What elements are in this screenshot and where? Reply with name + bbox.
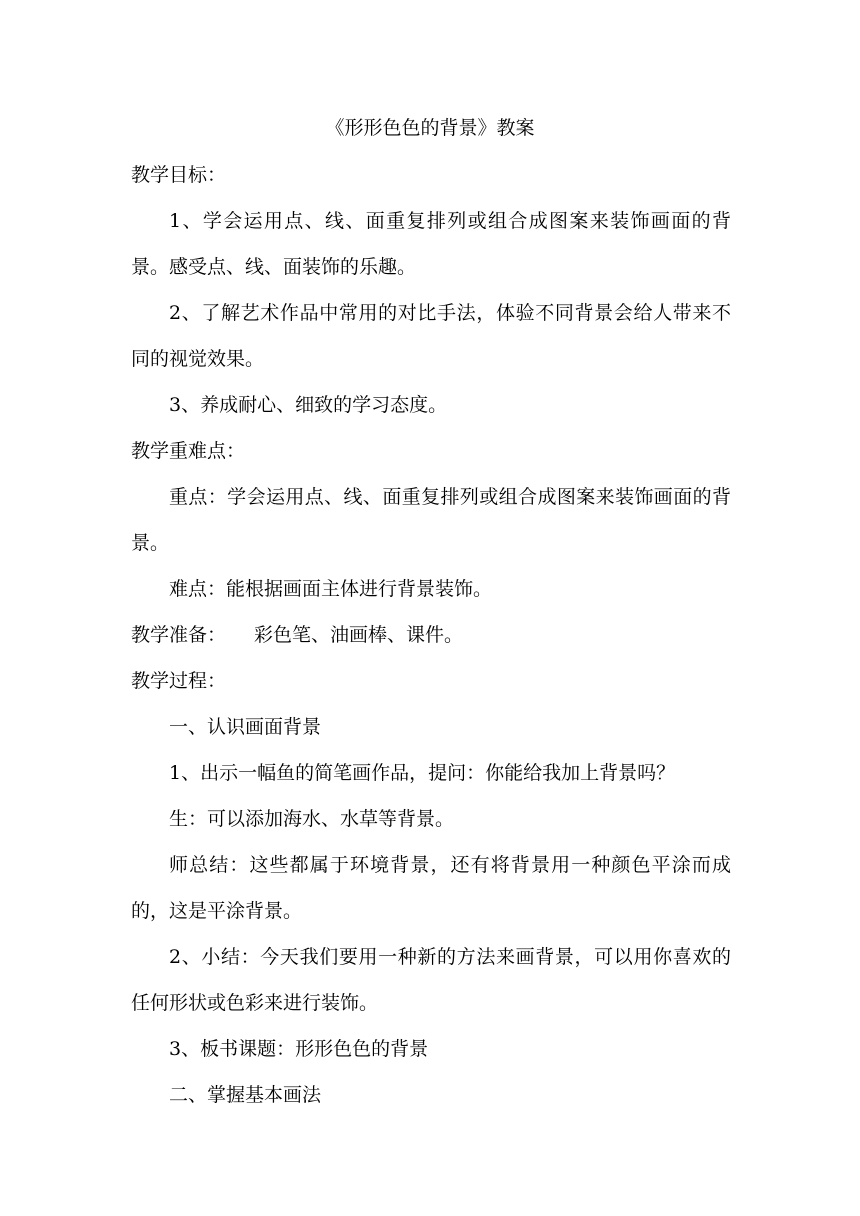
goal-item-2: 2、了解艺术作品中常用的对比手法，体验不同背景会给人带来不同的视觉效果。: [131, 302, 731, 370]
heading-key-difficult-points: 教学重难点：: [131, 440, 246, 462]
teaching-preparation-label: 教学准备：: [131, 624, 227, 646]
process-step-1: 1、出示一幅鱼的简笔画作品，提问：你能给我加上背景吗？: [169, 762, 676, 784]
teaching-preparation: [131, 612, 731, 658]
teaching-preparation-text: 彩色笔、油画棒、课件。: [254, 624, 464, 646]
process-step-2: 2、小结：今天我们要用一种新的方法来画背景，可以用你喜欢的任何形状或色彩来进行装饰。: [131, 946, 731, 1014]
document-title: 《形形色色的背景》教案: [325, 117, 535, 139]
heading-teaching-goals: 教学目标：: [131, 164, 227, 186]
goal-item-1: 1、学会运用点、线、面重复排列或组合成图案来装饰画面的背景。感受点、线、面装饰的乐趣。: [131, 210, 731, 278]
difficult-point: 难点：能根据画面主体进行背景装饰。: [169, 578, 493, 600]
process-section-1: 一、认识画面背景: [169, 716, 322, 738]
key-point: 重点：学会运用点、线、面重复排列或组合成图案来装饰画面的背景。: [131, 486, 731, 554]
goal-item-3: 3、养成耐心、细致的学习态度。: [169, 394, 448, 416]
process-step-3: 3、板书课题：形形色色的背景: [169, 1038, 429, 1060]
document-body: [131, 152, 731, 1118]
process-section-2: 二、掌握基本画法: [169, 1084, 322, 1106]
student-answer: 生：可以添加海水、水草等背景。: [169, 808, 455, 830]
heading-teaching-process: 教学过程：: [131, 670, 227, 692]
teacher-summary: 师总结：这些都属于环境背景，还有将背景用一种颜色平涂而成的，这是平涂背景。: [131, 854, 731, 922]
